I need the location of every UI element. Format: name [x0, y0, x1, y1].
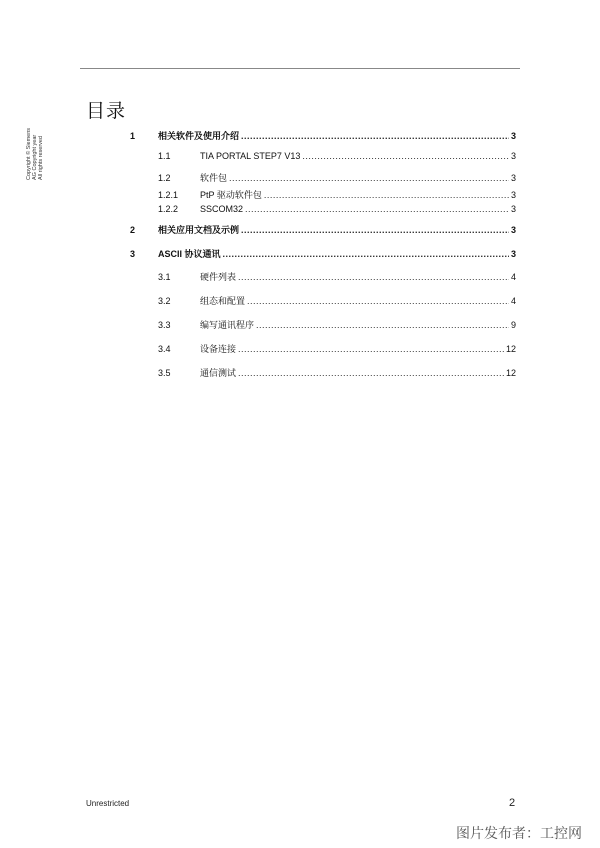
- toc-entry-page: 3: [510, 151, 516, 161]
- toc-entry[interactable]: [130, 129, 516, 143]
- toc-entry-page: 4: [510, 272, 516, 282]
- toc-entry-text: 通信测试: [200, 368, 237, 378]
- toc-entry[interactable]: [158, 294, 516, 308]
- toc-entry-number: 3: [130, 249, 136, 259]
- toc-entry-number: 3.4: [158, 344, 171, 354]
- toc-dot-leader: [241, 223, 509, 237]
- toc-entry-text: PtP 驱动软件包: [200, 190, 262, 200]
- toc-dot-leader: [238, 270, 509, 284]
- document-classification: Unrestricted: [86, 799, 130, 808]
- copyright-notice: [26, 110, 45, 180]
- toc-entry-page: 12: [505, 368, 516, 378]
- toc-entry-text: 编写通讯程序: [200, 320, 255, 330]
- toc-dot-leader: [238, 342, 504, 356]
- toc-entry-page: 9: [510, 320, 516, 330]
- toc-entry[interactable]: [130, 247, 516, 261]
- toc-entry-number: 3.3: [158, 320, 171, 330]
- toc-dot-leader: [223, 247, 509, 261]
- toc-entry-page: 3: [510, 190, 516, 200]
- copyright-line: AG Copyright year: [32, 134, 39, 180]
- toc-dot-leader: [245, 202, 509, 216]
- toc-entry-number: 3.1: [158, 272, 171, 282]
- toc-entry-text: SSCOM32: [200, 204, 244, 214]
- toc-entry-number: 2: [130, 225, 136, 235]
- toc-entry-number: 1.2.1: [158, 190, 179, 200]
- toc-entry-page: 12: [505, 344, 516, 354]
- toc-entry-page: 3: [510, 131, 516, 141]
- toc-entry[interactable]: [158, 202, 516, 216]
- publisher-watermark: 图片发布者：工控网: [456, 825, 582, 841]
- toc-entry-page: 3: [510, 173, 516, 183]
- toc-entry[interactable]: [158, 188, 516, 202]
- toc-entry[interactable]: [158, 366, 516, 380]
- toc-entry-page: 3: [510, 225, 516, 235]
- toc-entry[interactable]: [158, 270, 516, 284]
- page-number: 2: [509, 797, 516, 809]
- copyright-line: All rights reserved: [38, 135, 45, 180]
- toc-entry-page: 3: [510, 249, 516, 259]
- toc-entry-number: 1: [130, 131, 136, 141]
- toc-entry-page: 3: [510, 204, 516, 214]
- toc-entry-text: TIA PORTAL STEP7 V13: [200, 151, 301, 161]
- toc-entry-number: 1.2.2: [158, 204, 179, 214]
- toc-entry-number: 1.2: [158, 173, 171, 183]
- toc-entry[interactable]: [158, 171, 516, 185]
- toc-dot-leader: [238, 366, 504, 380]
- header-rule: [80, 68, 520, 69]
- toc-entry-text: 设备连接: [200, 344, 237, 354]
- toc-entry-text: 相关应用文档及示例: [158, 225, 240, 235]
- toc-dot-leader: [256, 318, 509, 332]
- toc-entry-number: 3.2: [158, 296, 171, 306]
- toc-entry[interactable]: [130, 223, 516, 237]
- toc-entry-text: ASCII 协议通讯: [158, 249, 221, 259]
- toc-entry-text: 组态和配置: [200, 296, 246, 306]
- toc-dot-leader: [264, 188, 509, 202]
- toc-entry-text: 相关软件及使用介绍: [158, 131, 240, 141]
- toc-entry-page: 4: [510, 296, 516, 306]
- toc-entry-number: 3.5: [158, 368, 171, 378]
- toc-entry-text: 软件包: [200, 173, 228, 183]
- toc-entry-number: 1.1: [158, 151, 171, 161]
- toc-dot-leader: [229, 171, 509, 185]
- toc-dot-leader: [247, 294, 509, 308]
- toc-entry-text: 硬件列表: [200, 272, 237, 282]
- toc-entry[interactable]: [158, 149, 516, 163]
- toc-entry[interactable]: [158, 318, 516, 332]
- toc-dot-leader: [302, 149, 509, 163]
- toc-title: 目录: [86, 101, 127, 122]
- toc-dot-leader: [241, 129, 509, 143]
- copyright-line: Copyright © Siemens: [26, 127, 32, 180]
- toc-entry[interactable]: [158, 342, 516, 356]
